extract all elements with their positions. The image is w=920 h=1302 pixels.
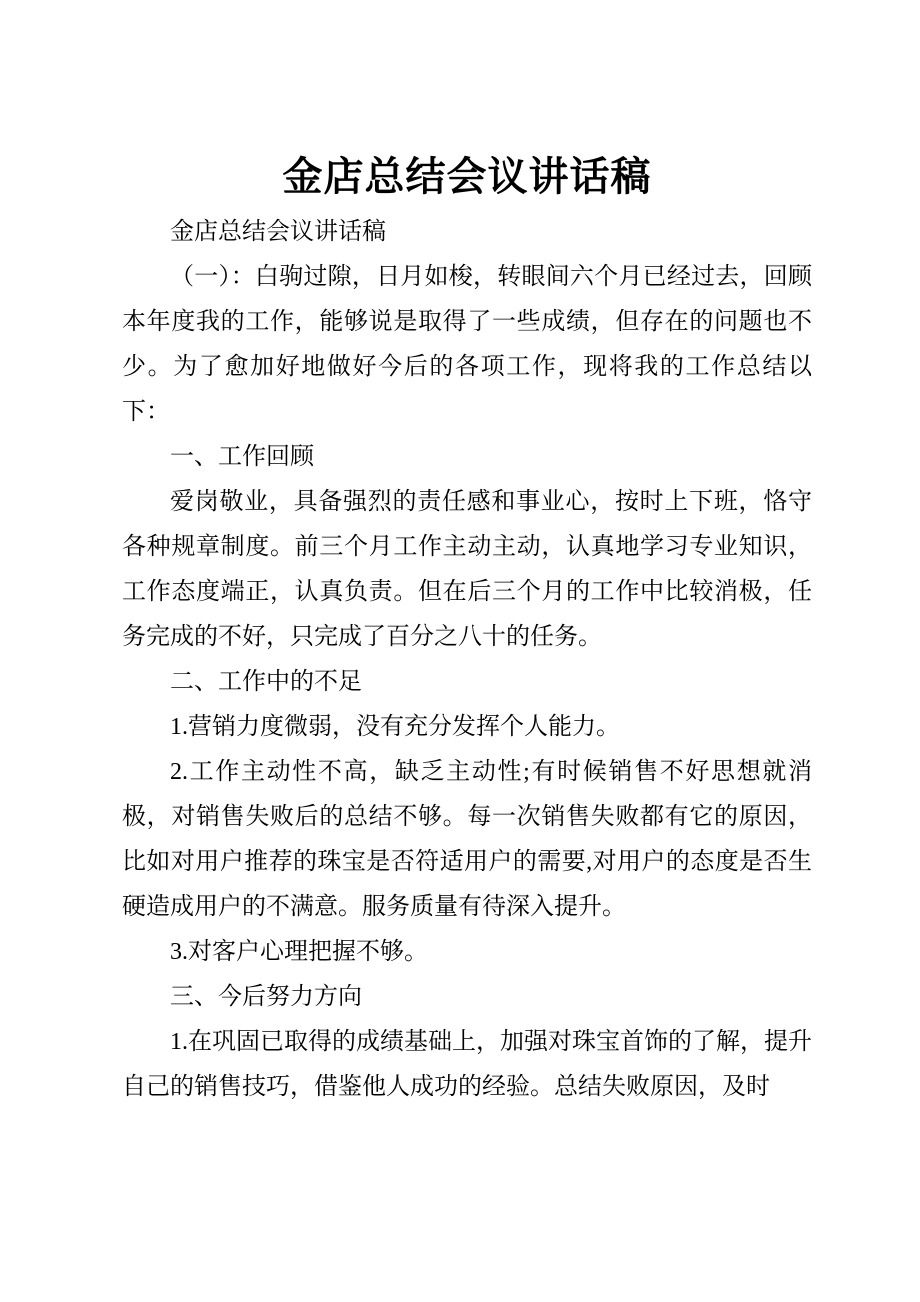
paragraph-shortcoming-1: 1.营销力度微弱，没有充分发挥个人能力。: [170, 714, 620, 740]
section-heading-future-direction: 三、今后努力方向: [170, 984, 362, 1010]
paragraph-shortcoming-2: 2.工作主动性不高，缺乏主动性;有时候销售不好思想就消极，对销售失败后的总结不够。每一次销售失败都有它的原因，比如对用户推荐的珠宝是否符适用户的需要,对用户的态度是否生硬造成用户的不满意。服务质量有待深入提升。: [122, 759, 812, 920]
paragraph-restated-title: 金店总结会议讲话稿: [170, 219, 386, 245]
section-heading-shortcomings: 二、工作中的不足: [170, 669, 362, 695]
paragraph-intro: （一）：白驹过隙，日月如梭，转眼间六个月已经过去，回顾本年度我的工作，能够说是取得了一些成绩，但存在的问题也不少。为了愈加好地做好今后的各项工作，现将我的工作总结以下：: [122, 264, 812, 425]
document-body: [122, 210, 812, 1110]
paragraph-work-review: 爱岗敬业，具备强烈的责任感和事业心，按时上下班，恪守各种规章制度。前三个月工作主动主动，认真地学习专业知识，工作态度端正，认真负责。但在后三个月的工作中比较消极，任务完成的不好，只完成了百分之八十的任务。: [122, 489, 812, 650]
section-heading-work-review: 一、工作回顾: [170, 444, 314, 470]
document-title: 金店总结会议讲话稿: [282, 154, 652, 199]
paragraph-future-direction-1: 1.在巩固已取得的成绩基础上，加强对珠宝首饰的了解，提升自己的销售技巧，借鉴他人成功的经验。总结失败原因，及时: [122, 1029, 812, 1100]
paragraph-shortcoming-3: 3.对客户心理把握不够。: [170, 939, 428, 965]
